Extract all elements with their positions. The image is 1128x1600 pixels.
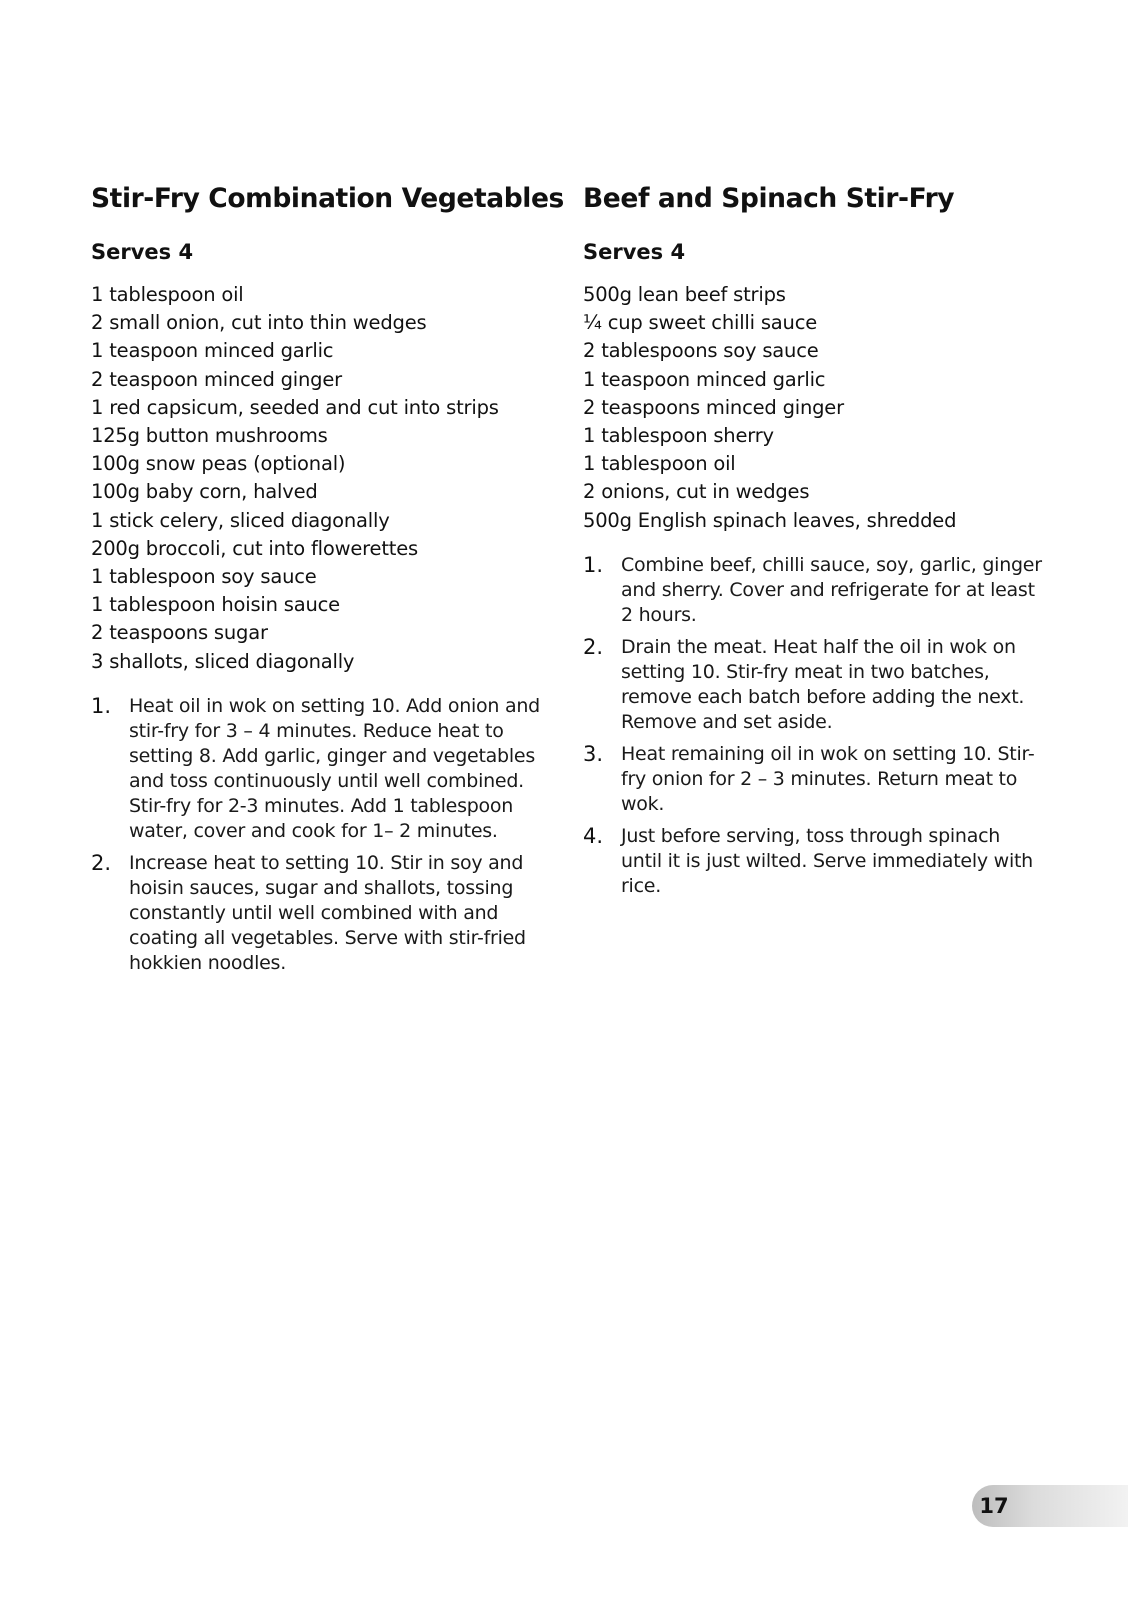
- ingredient-item: 100g snow peas (optional): [91, 452, 346, 476]
- recipe-title: Beef and Spinach Stir-Fry: [583, 183, 955, 214]
- page-number: 17: [979, 1494, 1009, 1518]
- step-text: Increase heat to setting 10. Stir in soy and hoisin sauces, sugar and shallots, tossing constantly until well combined with and coating all vegetables. Serve with stir-fried hokkien noodles.: [129, 851, 526, 974]
- ingredient-list: [583, 281, 1043, 535]
- ingredient-item: 2 teaspoons minced ginger: [583, 395, 844, 419]
- method-steps: [91, 694, 551, 976]
- method-step: [583, 742, 1043, 817]
- step-number: 3.: [583, 741, 604, 766]
- ingredient-item: 1 teaspoon minced garlic: [91, 339, 334, 363]
- ingredient-item: 2 onions, cut in wedges: [583, 480, 810, 504]
- step-number: 1.: [583, 552, 604, 577]
- ingredient-item: 2 small onion, cut into thin wedges: [91, 311, 427, 335]
- ingredient-item: 500g lean beef strips: [583, 283, 786, 306]
- step-text: Just before serving, toss through spinach until it is just wilted. Serve immediately with rice.: [621, 824, 1033, 897]
- method-step: [583, 553, 1043, 628]
- ingredient-item: 1 tablespoon oil: [91, 283, 244, 306]
- ingredient-item: 100g baby corn, halved: [91, 480, 318, 504]
- ingredient-item: 2 tablespoons soy sauce: [583, 339, 819, 363]
- ingredient-item: 500g English spinach leaves, shredded: [583, 508, 957, 532]
- ingredient-item: 2 teaspoon minced ginger: [91, 367, 342, 391]
- method-step: [583, 635, 1043, 735]
- ingredient-item: 3 shallots, sliced diagonally: [91, 649, 355, 673]
- ingredient-item: 1 stick celery, sliced diagonally: [91, 508, 390, 532]
- ingredient-item: 1 tablespoon hoisin sauce: [91, 593, 340, 617]
- recipe-stir-fry-combination-vegetables: [91, 180, 564, 983]
- step-text: Heat oil in wok on setting 10. Add onion and stir-fry for 3 – 4 minutes. Reduce heat to setting 8. Add garlic, ginger and vegetables and toss continuously until well combined. Stir-fry for 2-3 minutes. Add 1 tablespoon water, cover and cook for 1– 2 minutes.: [129, 694, 540, 842]
- ingredient-item: ¼ cup sweet chilli sauce: [583, 311, 818, 335]
- step-text: Combine beef, chilli sauce, soy, garlic, ginger and sherry. Cover and refrigerate for at least 2 hours.: [621, 553, 1042, 626]
- step-number: 2.: [91, 850, 112, 875]
- ingredient-list: [91, 281, 551, 676]
- ingredient-item: 1 tablespoon sherry: [583, 424, 774, 448]
- ingredient-item: 1 tablespoon soy sauce: [91, 565, 317, 589]
- recipe-beef-and-spinach-stir-fry: [583, 180, 1043, 906]
- ingredient-item: 1 teaspoon minced garlic: [583, 367, 826, 391]
- ingredient-item: 1 red capsicum, seeded and cut into strips: [91, 395, 499, 419]
- serves-label: Serves 4: [91, 240, 194, 264]
- recipe-title: Stir-Fry Combination Vegetables: [91, 183, 564, 214]
- step-text: Heat remaining oil in wok on setting 10. Stir-fry onion for 2 – 3 minutes. Return meat to wok.: [621, 742, 1035, 815]
- method-step: [91, 694, 551, 844]
- step-text: Drain the meat. Heat half the oil in wok on setting 10. Stir-fry meat in two batches, remove each batch before adding the next. Remove and set aside.: [621, 635, 1025, 733]
- ingredient-item: 2 teaspoons sugar: [91, 621, 268, 645]
- method-step: [583, 824, 1043, 899]
- step-number: 4.: [583, 823, 604, 848]
- ingredient-item: 1 tablespoon oil: [583, 452, 736, 476]
- ingredient-item: 200g broccoli, cut into flowerettes: [91, 536, 418, 560]
- page-number-tab: [972, 1485, 1128, 1527]
- serves-label: Serves 4: [583, 240, 686, 264]
- method-step: [91, 851, 551, 976]
- method-steps: [583, 553, 1043, 899]
- step-number: 1.: [91, 693, 112, 718]
- step-number: 2.: [583, 634, 604, 659]
- ingredient-item: 125g button mushrooms: [91, 424, 328, 448]
